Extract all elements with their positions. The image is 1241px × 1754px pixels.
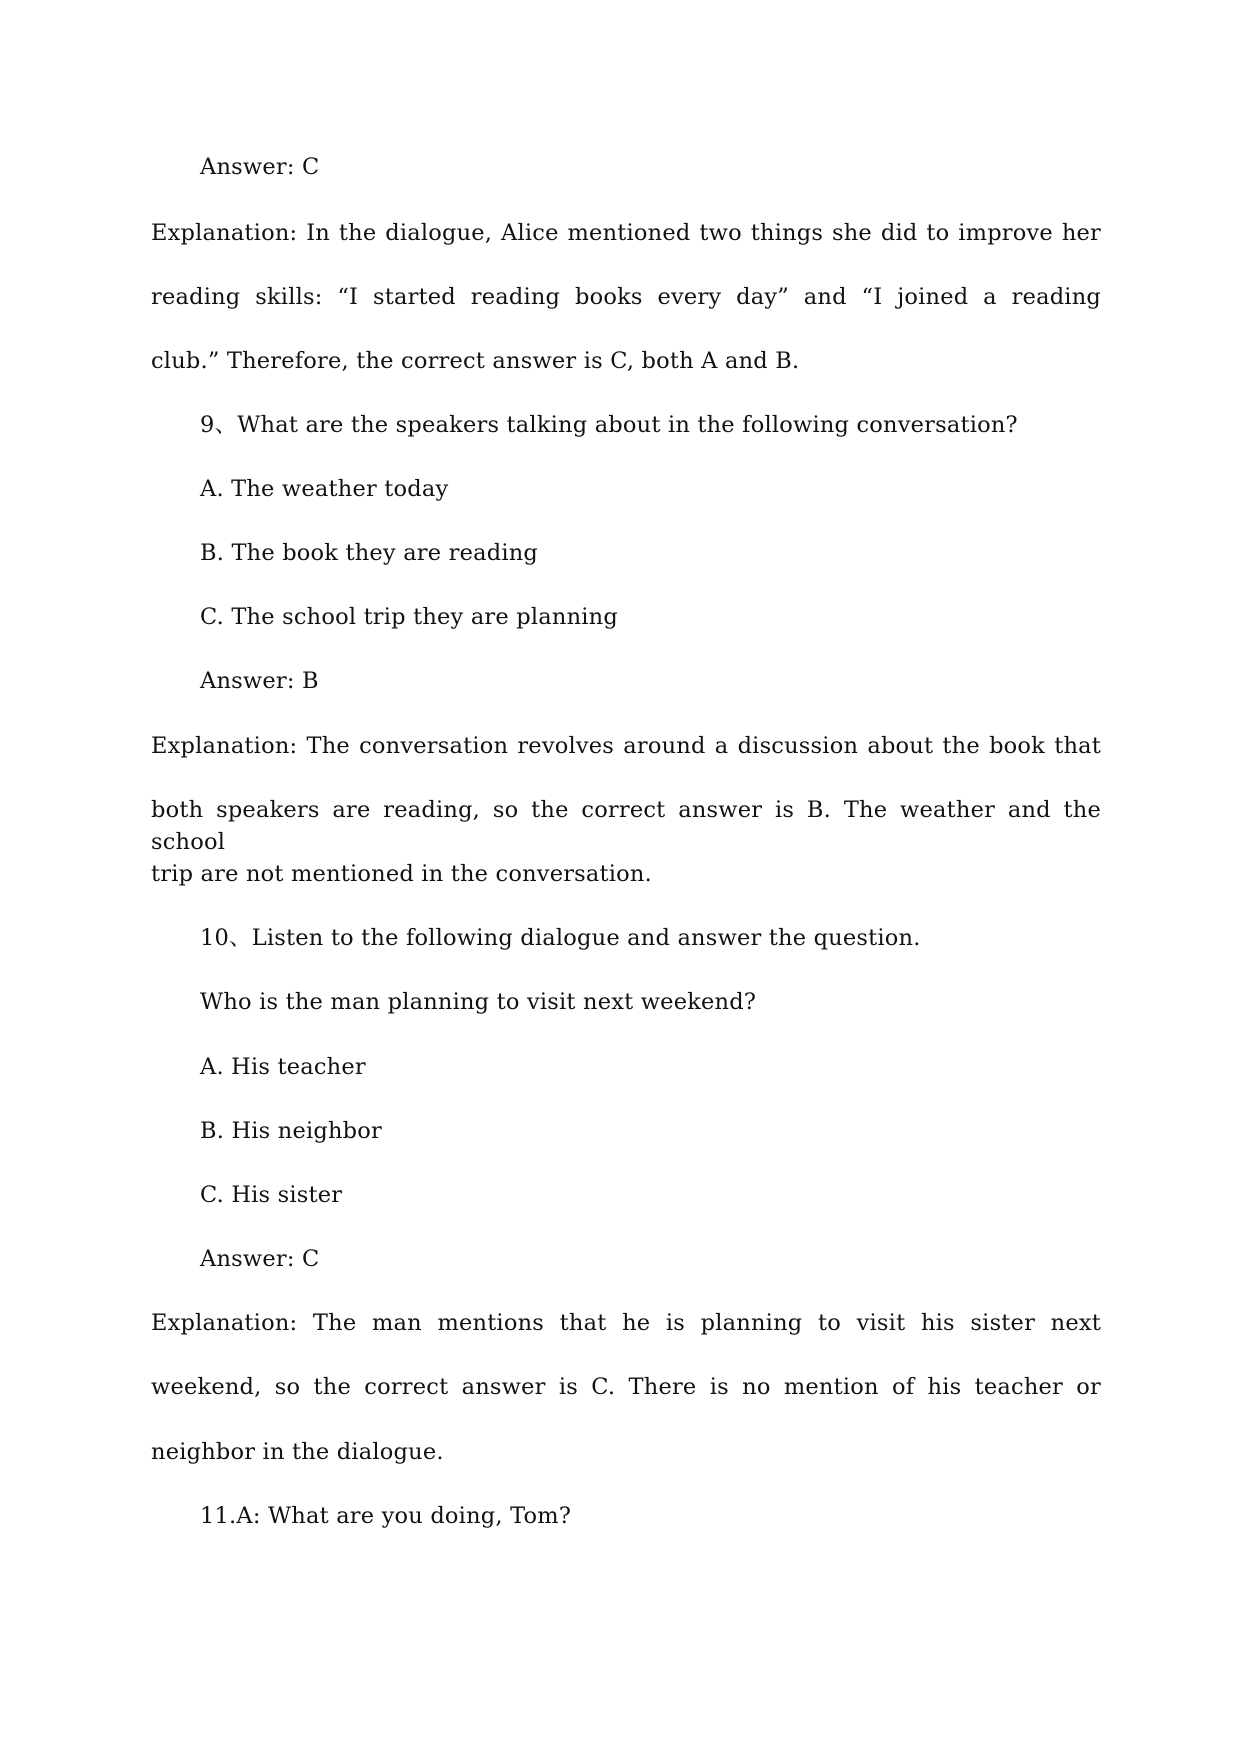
- q9-explanation-line-1: Explanation: The conversation revolves around a discussion about the book that: [151, 733, 1101, 759]
- q9-question: 9、What are the speakers talking about in the following conversation?: [200, 412, 1018, 438]
- q10-prompt: Who is the man planning to visit next weekend?: [200, 989, 757, 1015]
- q9-answer: Answer: B: [200, 668, 319, 694]
- q10-answer: Answer: C: [200, 1246, 320, 1272]
- q10-question: 10、Listen to the following dialogue and answer the question.: [200, 925, 921, 951]
- q8-answer: Answer: C: [200, 154, 320, 180]
- q10-option-b: B. His neighbor: [200, 1118, 382, 1144]
- q8-explanation-line-1: Explanation: In the dialogue, Alice mentioned two things she did to improve her: [151, 220, 1101, 246]
- q9-option-b: B. The book they are reading: [200, 540, 539, 566]
- q8-explanation-line-3: club.” Therefore, the correct answer is C, both A and B.: [151, 348, 800, 374]
- q10-option-a: A. His teacher: [200, 1054, 366, 1080]
- q9-option-a: A. The weather today: [200, 476, 449, 502]
- q11-question: 11.A: What are you doing, Tom?: [200, 1503, 572, 1529]
- q9-explanation-line-2: both speakers are reading, so the correct answer is B. The weather and the school: [151, 797, 1101, 855]
- q8-explanation-line-2: reading skills: “I started reading books every day” and “I joined a reading: [151, 284, 1101, 310]
- q10-option-c: C. His sister: [200, 1182, 343, 1208]
- q9-explanation-line-3: trip are not mentioned in the conversation.: [151, 861, 652, 887]
- q10-explanation-line-2: weekend, so the correct answer is C. There is no mention of his teacher or: [151, 1374, 1101, 1400]
- q10-explanation-line-1: Explanation: The man mentions that he is planning to visit his sister next: [151, 1310, 1101, 1336]
- q9-option-c: C. The school trip they are planning: [200, 604, 618, 630]
- q10-explanation-line-3: neighbor in the dialogue.: [151, 1439, 444, 1465]
